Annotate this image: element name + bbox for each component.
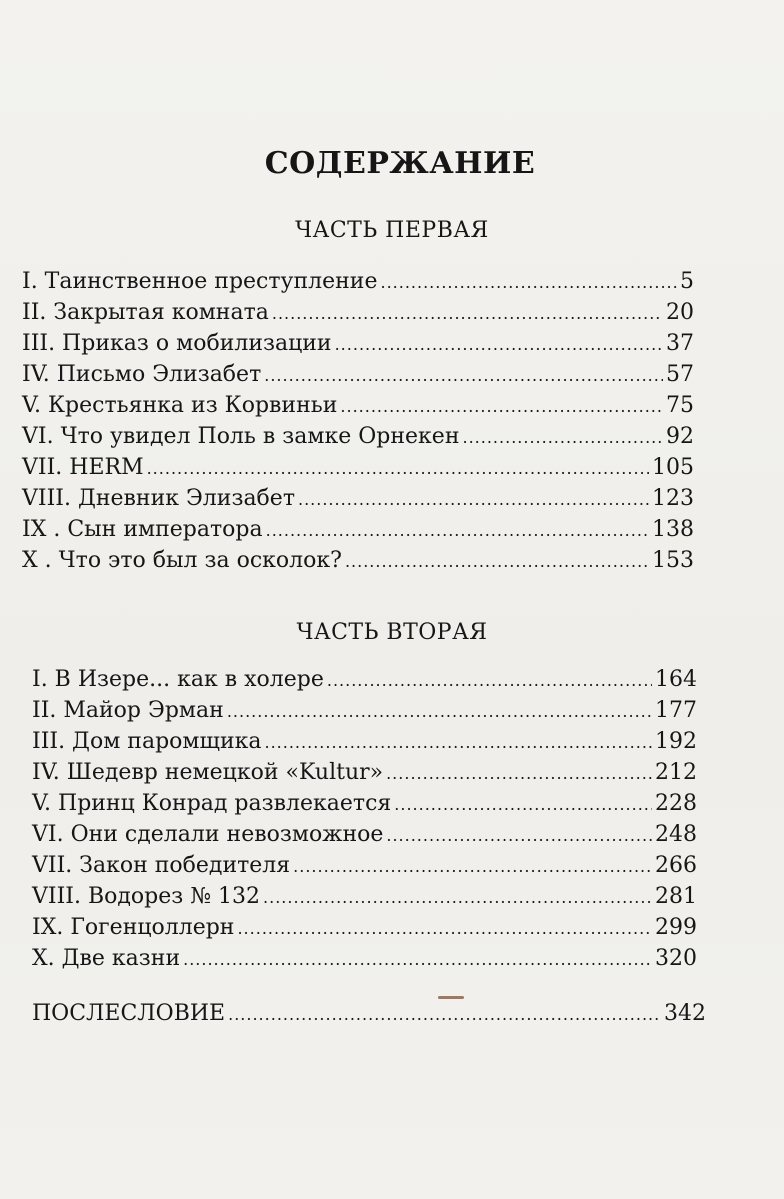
chapter-title: I. Таинственное преступление xyxy=(22,269,378,294)
chapter-title: III. Приказ о мобилизации xyxy=(22,331,332,356)
chapter-title: VII. HERM xyxy=(22,455,144,480)
part-two-title: ЧАСТЬ ВТОРАЯ xyxy=(296,620,488,645)
dot-leader xyxy=(335,329,663,360)
toc-entry xyxy=(22,545,694,576)
afterword-page-number: 342 xyxy=(664,1001,706,1026)
chapter-title: V. Принц Конрад развлекается xyxy=(32,791,392,816)
dot-leader xyxy=(298,484,649,515)
page-number: 92 xyxy=(666,424,694,449)
dot-leader xyxy=(340,391,663,422)
dot-leader xyxy=(265,727,653,758)
page-number: 75 xyxy=(666,393,694,418)
dot-leader xyxy=(394,789,652,820)
chapter-title: VII. Закон победителя xyxy=(32,853,291,878)
dot-leader xyxy=(266,515,649,546)
page-number: 212 xyxy=(655,760,697,785)
chapter-title: VI. Что увидел Поль в замке Орнекен xyxy=(22,424,460,449)
dot-leader xyxy=(345,546,649,577)
page-number: 105 xyxy=(652,455,694,480)
page-number: 177 xyxy=(655,698,697,723)
chapter-title: I. В Изере... как в холере xyxy=(32,667,324,692)
chapter-title: VIII. Водорез № 132 xyxy=(32,884,261,909)
dot-leader xyxy=(264,360,663,391)
toc-entry xyxy=(32,912,697,943)
page-number: 37 xyxy=(666,331,694,356)
chapter-title: II. Закрытая комната xyxy=(22,300,269,325)
dot-leader xyxy=(237,913,652,944)
chapter-title: V. Крестьянка из Корвиньи xyxy=(22,393,338,418)
dot-leader xyxy=(272,298,663,329)
chapter-title: II. Майор Эрман xyxy=(32,698,224,723)
toc-entry xyxy=(22,266,694,297)
afterword-entry xyxy=(32,998,706,1030)
dot-leader xyxy=(386,758,652,789)
chapter-title: VI. Они сделали невозможное xyxy=(32,822,384,847)
page-number: 299 xyxy=(655,915,697,940)
dot-leader xyxy=(463,422,664,453)
dot-leader xyxy=(327,665,652,696)
page-number: 57 xyxy=(666,362,694,387)
page-number: 248 xyxy=(655,822,697,847)
part-one-chapter-list xyxy=(22,266,694,576)
page-number: 192 xyxy=(655,729,697,754)
page-number: 320 xyxy=(655,946,697,971)
chapter-title: X. Две казни xyxy=(32,946,181,971)
toc-entry xyxy=(22,328,694,359)
chapter-title: III. Дом паромщика xyxy=(32,729,262,754)
toc-entry xyxy=(32,757,697,788)
page-number: 281 xyxy=(655,884,697,909)
chapter-title: IX . Сын императора xyxy=(22,517,263,542)
toc-entry xyxy=(32,788,697,819)
toc-entry xyxy=(32,726,697,757)
part-one-title: ЧАСТЬ ПЕРВАЯ xyxy=(295,218,489,243)
page-number: 138 xyxy=(652,517,694,542)
toc-entry xyxy=(32,943,697,974)
page-number: 123 xyxy=(652,486,694,511)
ink-mark xyxy=(438,996,464,999)
chapter-title: IV. Письмо Элизабет xyxy=(22,362,262,387)
page-number: 5 xyxy=(680,269,694,294)
dot-leader xyxy=(380,267,677,298)
dot-leader xyxy=(183,944,652,975)
toc-entry xyxy=(32,695,697,726)
dot-leader xyxy=(263,882,652,913)
toc-entry xyxy=(22,390,694,421)
chapter-title: IX. Гогенцоллерн xyxy=(32,915,235,940)
contents-title: СОДЕРЖАНИЕ xyxy=(264,146,536,181)
part-two-chapter-list xyxy=(32,664,697,974)
dot-leader xyxy=(293,851,652,882)
page-number: 20 xyxy=(666,300,694,325)
toc-entry xyxy=(32,850,697,881)
toc-entry xyxy=(32,664,697,695)
toc-entry xyxy=(22,359,694,390)
page-number: 266 xyxy=(655,853,697,878)
toc-entry xyxy=(22,483,694,514)
dot-leader xyxy=(147,453,649,484)
page-number: 228 xyxy=(655,791,697,816)
toc-entry xyxy=(22,514,694,545)
toc-entry xyxy=(22,421,694,452)
toc-entry xyxy=(22,297,694,328)
chapter-title: IV. Шедевр немецкой «Kultur» xyxy=(32,760,384,785)
dot-leader xyxy=(228,999,661,1030)
dot-leader xyxy=(227,696,652,727)
page-number: 164 xyxy=(655,667,697,692)
toc-entry xyxy=(32,881,697,912)
dot-leader xyxy=(386,820,652,851)
afterword-title: ПОСЛЕСЛОВИЕ xyxy=(32,1001,226,1026)
page-number: 153 xyxy=(652,548,694,573)
chapter-title: VIII. Дневник Элизабет xyxy=(22,486,295,511)
chapter-title: X . Что это был за осколок? xyxy=(22,548,342,573)
toc-entry xyxy=(22,452,694,483)
toc-entry xyxy=(32,819,697,850)
